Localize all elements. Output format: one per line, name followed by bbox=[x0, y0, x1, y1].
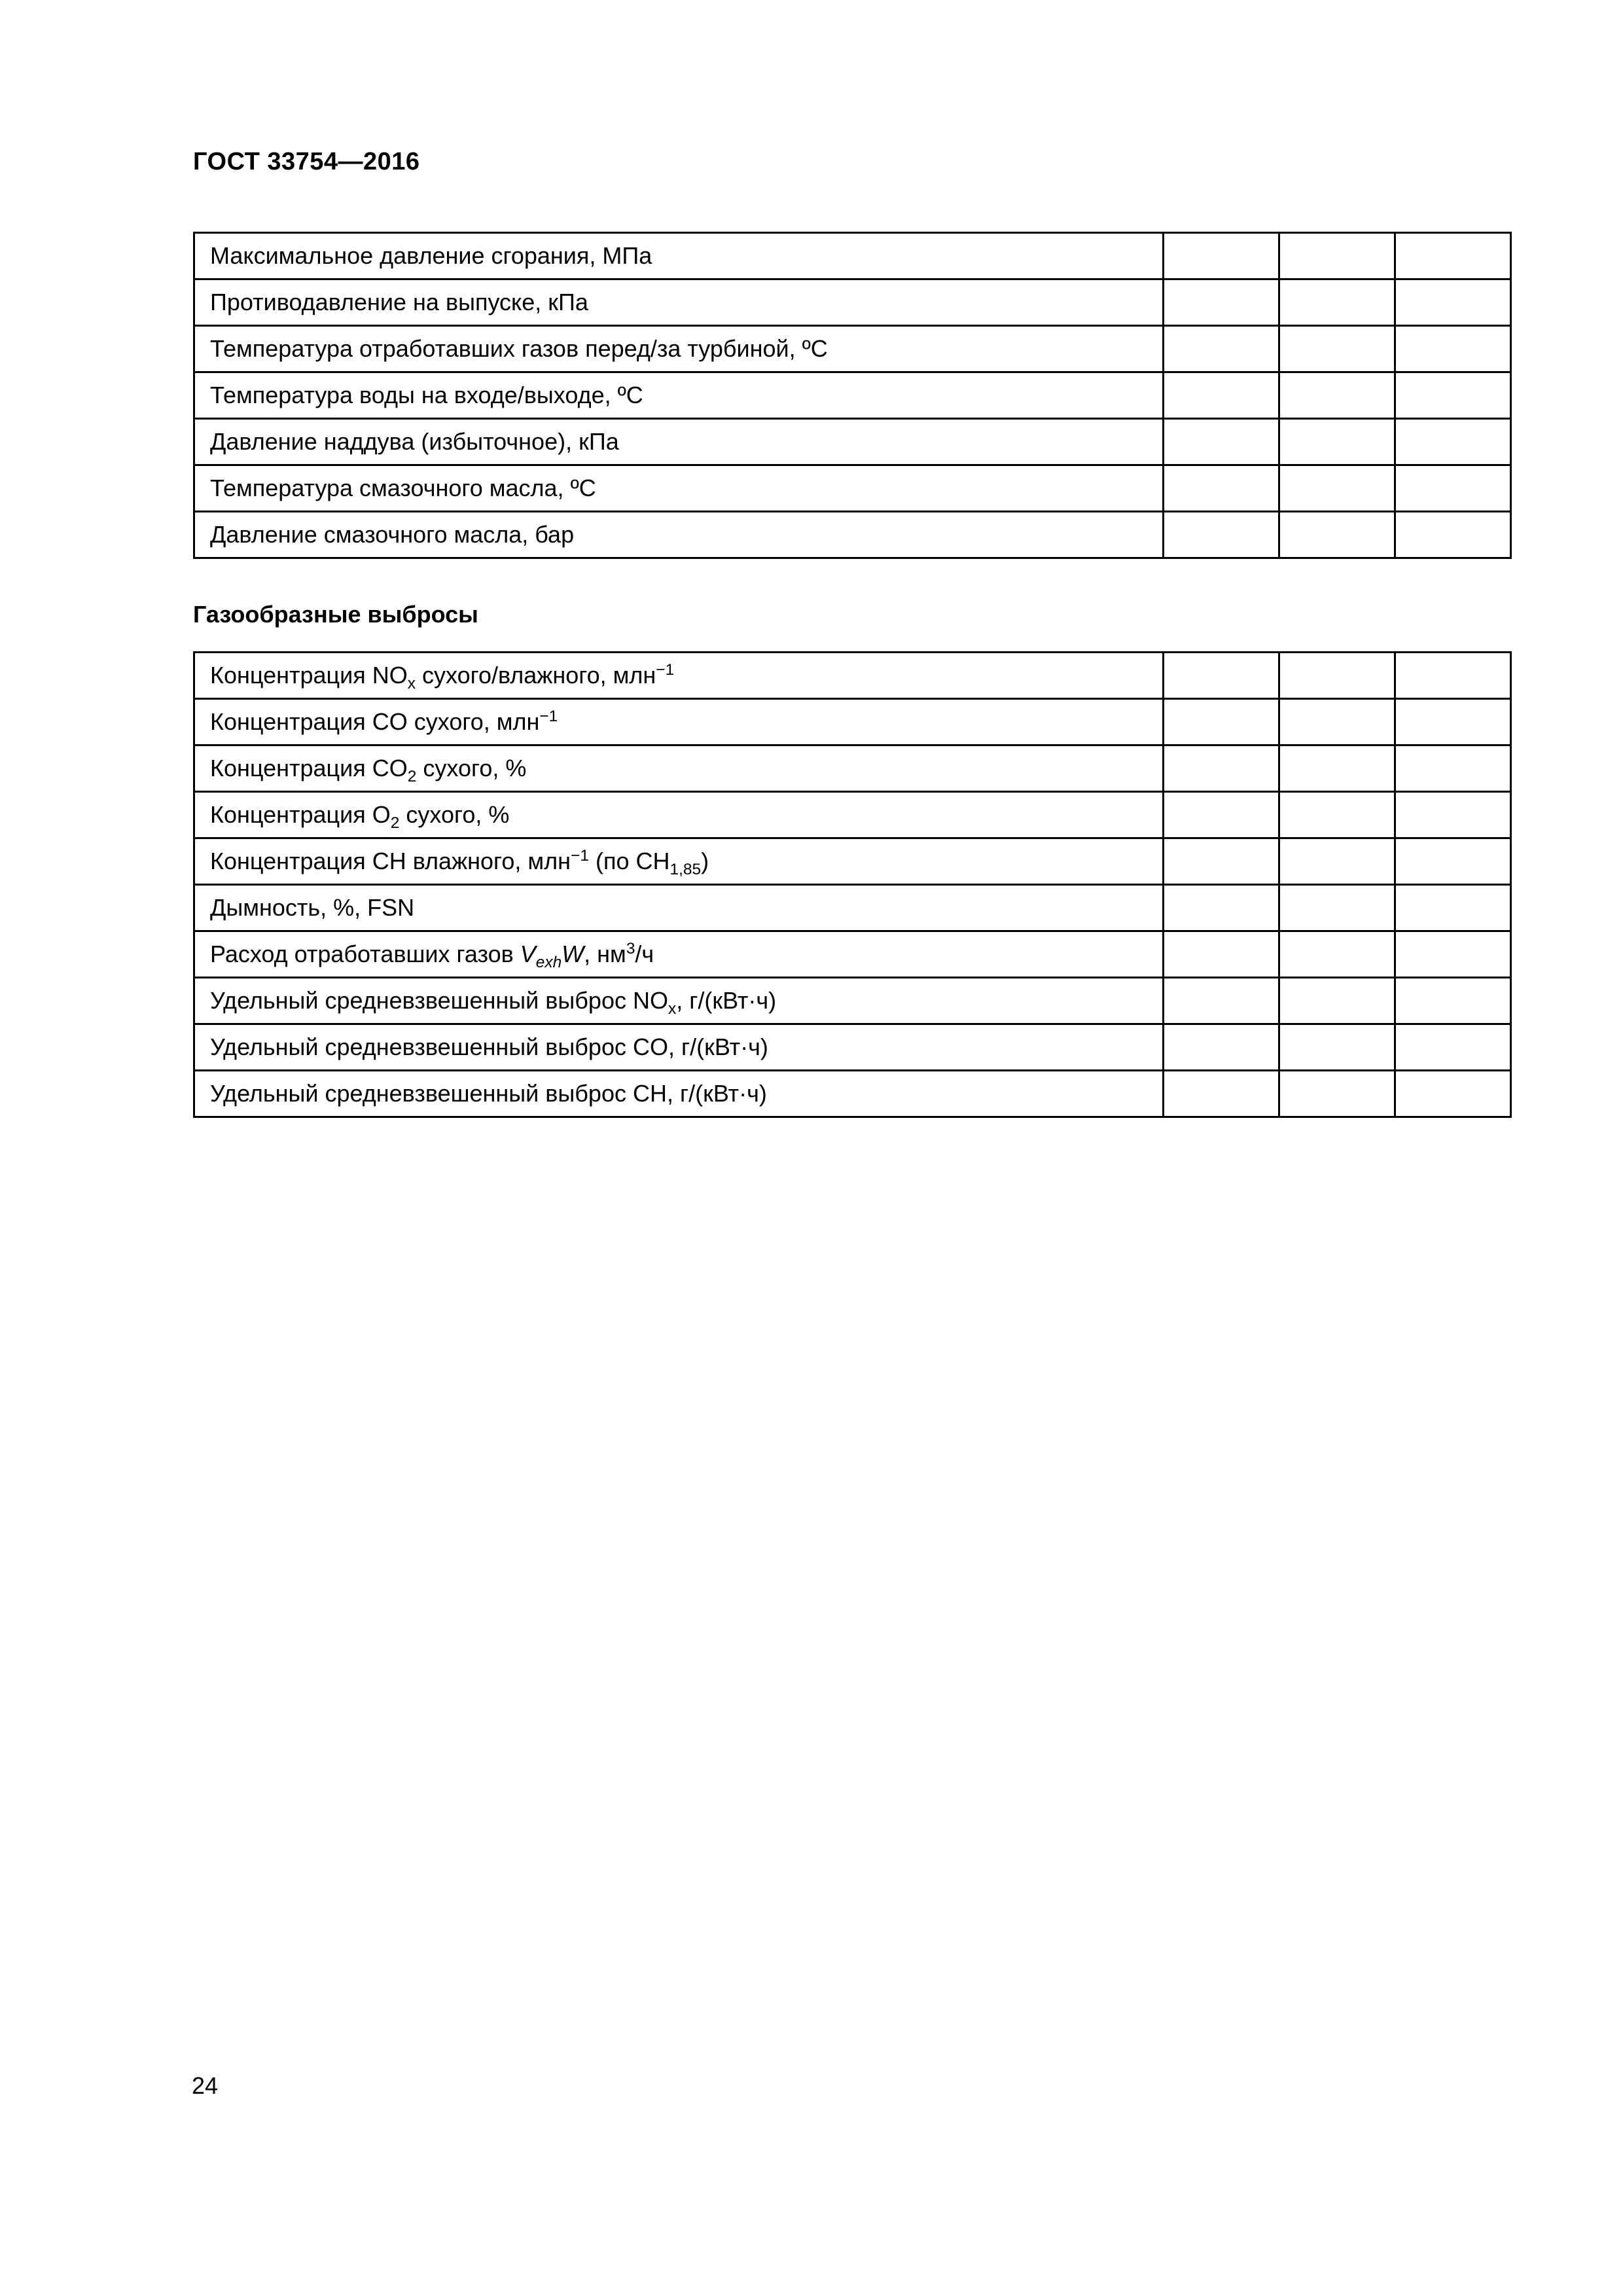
row-label: Дымность, %, FSN bbox=[194, 885, 1164, 931]
value-cell bbox=[1395, 326, 1511, 372]
value-cell bbox=[1164, 233, 1279, 279]
value-cell bbox=[1279, 653, 1395, 699]
table-row bbox=[194, 931, 1511, 978]
value-cell bbox=[1164, 279, 1279, 326]
value-cell bbox=[1395, 838, 1511, 885]
value-cell bbox=[1164, 838, 1279, 885]
value-cell bbox=[1395, 792, 1511, 838]
value-cell bbox=[1395, 419, 1511, 465]
row-label: Температура смазочного масла, ºС bbox=[194, 465, 1164, 512]
value-cell bbox=[1279, 792, 1395, 838]
value-cell bbox=[1279, 233, 1395, 279]
row-label: Температура воды на входе/выходе, ºС bbox=[194, 372, 1164, 419]
value-cell bbox=[1164, 978, 1279, 1024]
value-cell bbox=[1164, 326, 1279, 372]
value-cell bbox=[1279, 699, 1395, 745]
row-label: Концентрация CH влажного, млн$^{-1}$ (по $CH_{1,85}$) bbox=[194, 838, 1164, 885]
row-label: Концентрация $NO_x$ сухого/влажного, млн$^{-1}$ bbox=[194, 653, 1164, 699]
row-label: Удельный средневзвешенный выброс CH, г/(кВт·ч) bbox=[194, 1071, 1164, 1117]
value-cell bbox=[1164, 419, 1279, 465]
row-label: Расход отработавших газов $V_{exh}W$, $нм^3/ч$ bbox=[194, 931, 1164, 978]
table-row bbox=[194, 419, 1511, 465]
value-cell bbox=[1395, 1071, 1511, 1117]
value-cell bbox=[1395, 372, 1511, 419]
value-cell bbox=[1279, 279, 1395, 326]
value-cell bbox=[1395, 279, 1511, 326]
row-label: Давление наддува (избыточное), кПа bbox=[194, 419, 1164, 465]
value-cell bbox=[1279, 1071, 1395, 1117]
table-row bbox=[194, 699, 1511, 745]
section-title: Газообразные выбросы bbox=[193, 601, 478, 628]
row-label: Давление смазочного масла, бар bbox=[194, 512, 1164, 558]
document-header: ГОСТ 33754—2016 bbox=[193, 148, 420, 175]
value-cell bbox=[1395, 978, 1511, 1024]
table-row bbox=[194, 326, 1511, 372]
value-cell bbox=[1164, 931, 1279, 978]
value-cell bbox=[1164, 699, 1279, 745]
value-cell bbox=[1164, 1071, 1279, 1117]
table-row bbox=[194, 372, 1511, 419]
row-label: Концентрация $O_2$ сухого, % bbox=[194, 792, 1164, 838]
table-row bbox=[194, 279, 1511, 326]
value-cell bbox=[1164, 372, 1279, 419]
table-row bbox=[194, 465, 1511, 512]
value-cell bbox=[1279, 512, 1395, 558]
value-cell bbox=[1164, 653, 1279, 699]
page-number: 24 bbox=[192, 2072, 219, 2099]
row-label: Концентрация $CO_2$ сухого, % bbox=[194, 745, 1164, 792]
row-label: Максимальное давление сгорания, МПа bbox=[194, 233, 1164, 279]
value-cell bbox=[1279, 931, 1395, 978]
table-row bbox=[194, 885, 1511, 931]
value-cell bbox=[1164, 512, 1279, 558]
table-row bbox=[194, 653, 1511, 699]
value-cell bbox=[1395, 1024, 1511, 1071]
table-row bbox=[194, 1024, 1511, 1071]
gaseous-emissions-table bbox=[193, 651, 1512, 1118]
value-cell bbox=[1279, 838, 1395, 885]
value-cell bbox=[1395, 233, 1511, 279]
value-cell bbox=[1395, 745, 1511, 792]
table-row bbox=[194, 838, 1511, 885]
value-cell bbox=[1395, 512, 1511, 558]
parameters-table bbox=[193, 232, 1512, 559]
value-cell bbox=[1279, 419, 1395, 465]
value-cell bbox=[1279, 745, 1395, 792]
value-cell bbox=[1279, 978, 1395, 1024]
row-label: Удельный средневзвешенный выброс CO, г/(кВт·ч) bbox=[194, 1024, 1164, 1071]
value-cell bbox=[1164, 792, 1279, 838]
value-cell bbox=[1279, 1024, 1395, 1071]
value-cell bbox=[1395, 653, 1511, 699]
value-cell bbox=[1164, 745, 1279, 792]
value-cell bbox=[1164, 885, 1279, 931]
value-cell bbox=[1395, 931, 1511, 978]
row-label: Концентрация CO сухого, млн$^{-1}$ bbox=[194, 699, 1164, 745]
row-label: Удельный средневзвешенный выброс $NO_x$, г/(кВт·ч) bbox=[194, 978, 1164, 1024]
value-cell bbox=[1279, 326, 1395, 372]
table-row bbox=[194, 792, 1511, 838]
value-cell bbox=[1164, 465, 1279, 512]
row-label: Противодавление на выпуске, кПа bbox=[194, 279, 1164, 326]
value-cell bbox=[1279, 885, 1395, 931]
table-row bbox=[194, 745, 1511, 792]
value-cell bbox=[1164, 1024, 1279, 1071]
value-cell bbox=[1279, 465, 1395, 512]
table-row bbox=[194, 512, 1511, 558]
value-cell bbox=[1279, 372, 1395, 419]
row-label: Температура отработавших газов перед/за турбиной, ºС bbox=[194, 326, 1164, 372]
value-cell bbox=[1395, 465, 1511, 512]
table-row bbox=[194, 1071, 1511, 1117]
table-row bbox=[194, 233, 1511, 279]
value-cell bbox=[1395, 885, 1511, 931]
value-cell bbox=[1395, 699, 1511, 745]
table-row bbox=[194, 978, 1511, 1024]
